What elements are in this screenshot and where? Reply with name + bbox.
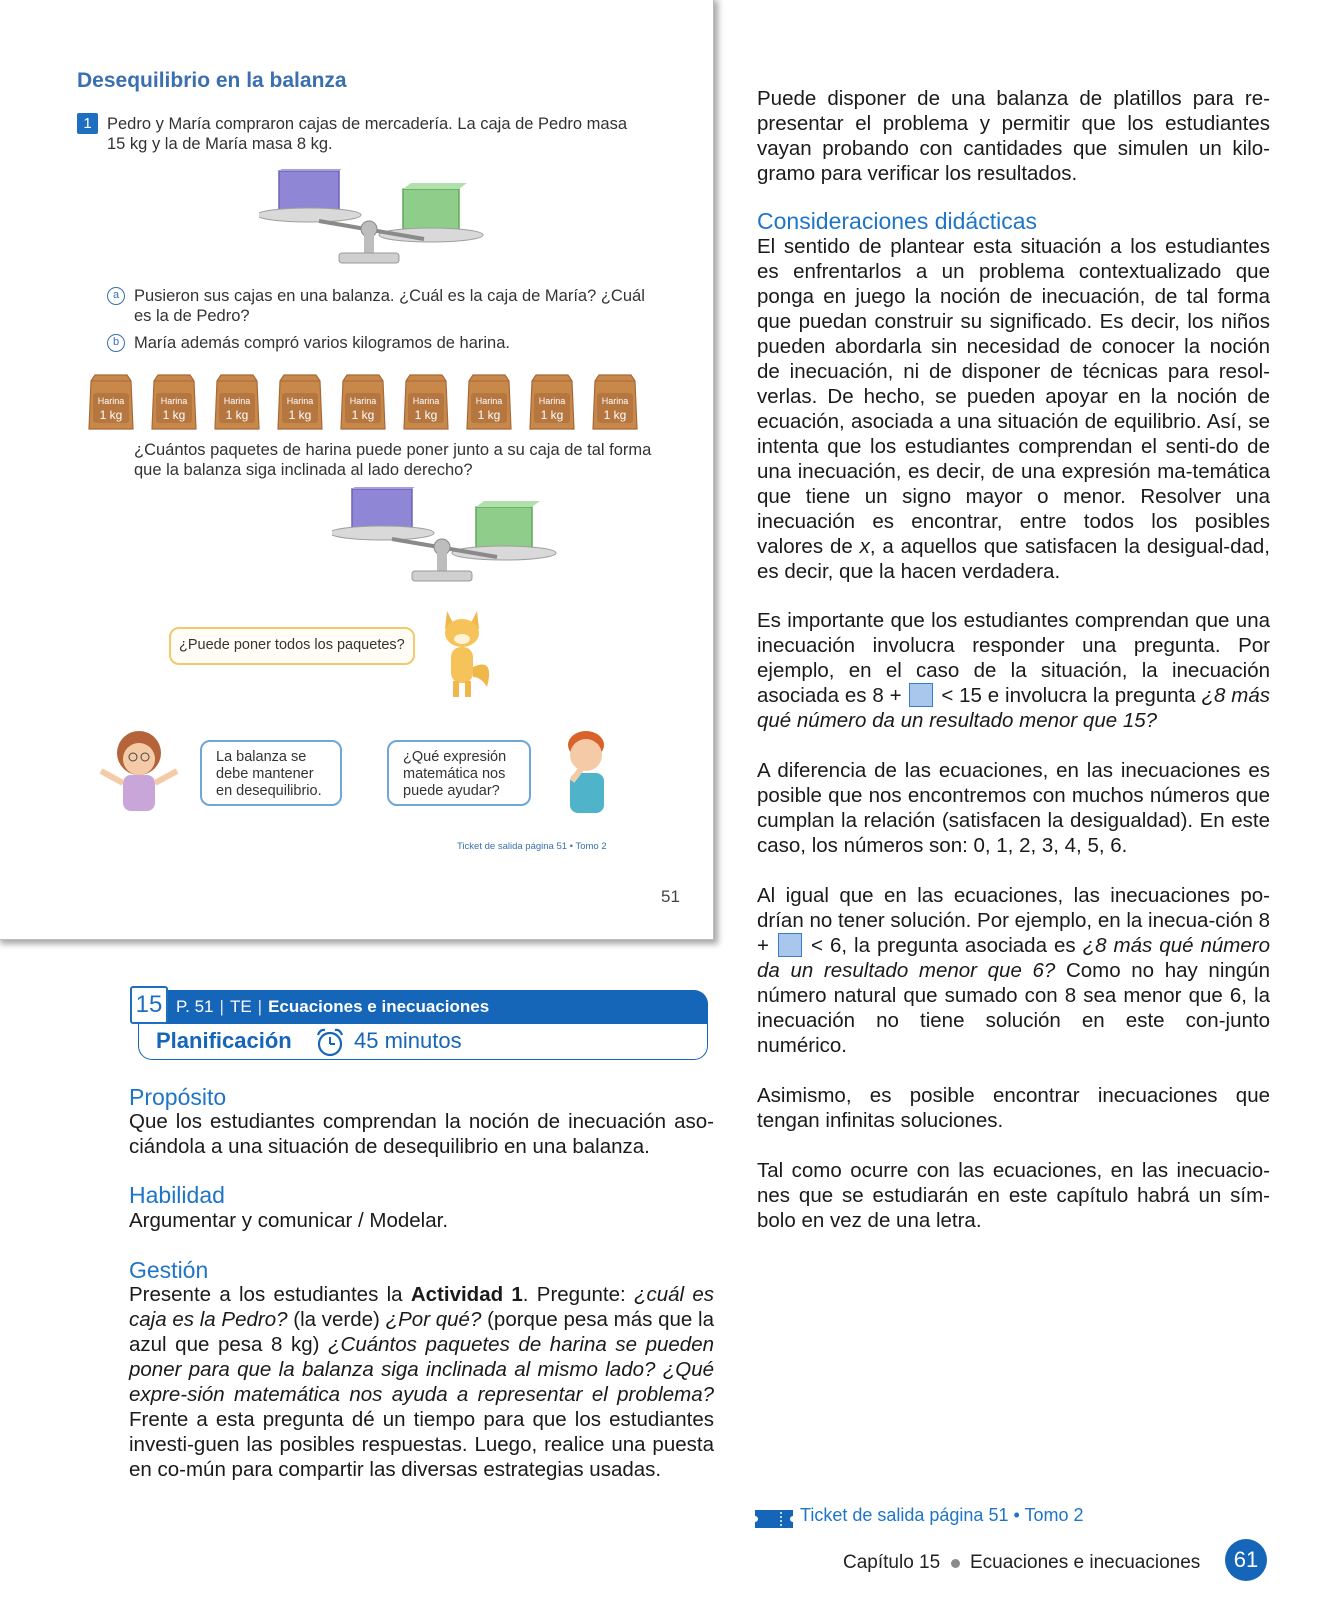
- flour-bag: [148, 373, 200, 431]
- flour-bag: [526, 373, 578, 431]
- habilidad-text: Argumentar y comunicar / Modelar.: [129, 1209, 449, 1232]
- page-number: 61: [1225, 1539, 1267, 1581]
- ticket-footer-text: Ticket de salida página 51 • Tomo 2: [800, 1505, 1084, 1525]
- right-paragraph-3: Es importante que los estudiantes comprendan que una inecuación involucra responder una pregunta. Por ejemplo, en el caso de la situación, la inecuación asociada es 8 + < 15 e involucra la pregunta ¿8 más qué número da un resultado menor que 15?: [757, 609, 1270, 732]
- flour-bags-row: [85, 373, 645, 435]
- flour-bag: [589, 373, 641, 431]
- flour-weight: 1 kg: [540, 408, 564, 422]
- activity-bold: Actividad 1: [410, 1283, 523, 1306]
- flour-weight: 1 kg: [162, 408, 186, 422]
- gestion-heading: Gestión: [129, 1257, 209, 1283]
- blank-square-icon: [909, 683, 933, 707]
- balance-scale-illustration-2: [332, 487, 562, 587]
- planning-header: [130, 986, 708, 1058]
- planning-bar: P. 51 | TE | Ecuaciones e inecuaciones: [164, 990, 708, 1024]
- girl-speech-bubble: La balanza se debe mantener en desequilibrio.: [200, 740, 342, 806]
- left-pan: [259, 208, 361, 222]
- ticket-icon: [755, 1510, 793, 1528]
- right-paragraph-6: Asimismo, es posible encontrar inecuaciones que tengan infinitas soluciones.: [757, 1084, 1270, 1132]
- activity-intro: Pedro y María compraron cajas de mercadería. La caja de Pedro masa 15 kg y la de María masa 8 kg.: [107, 115, 628, 153]
- footer-chapter-title: Ecuaciones e inecuaciones: [970, 1552, 1201, 1573]
- purple-box: [352, 489, 412, 531]
- flour-bag: [85, 373, 137, 431]
- boy-speech-bubble: ¿Qué expresión matemática nos puede ayudar?: [387, 740, 531, 806]
- lesson-number: 15: [130, 986, 168, 1024]
- right-paragraph-1: Puede disponer de una balanza de platillos para re-presentar el problema y permitir que los estudiantes vayan probando con cantidades que simulen un kilo-gramo para verificar los resultados.: [757, 87, 1270, 185]
- purple-box: [279, 171, 339, 213]
- gestion-text: Presente a los estudiantes la Actividad 1. Pregunte: ¿cuál es caja es la Pedro? (la verde) ¿Por qué? (porque pesa más que la azul que pesa 8 kg) ¿Cuántos paquetes de harina se pueden poner para que la balanza siga inclinada al mismo lado? ¿Qué expre-sión matemática nos ayuda a representar el problema? Frente a esta pregunta dé un tiempo para que los estudiantes investi-guen las posibles respuestas. Luego, realice una puesta en co-mún para compartir las diversas estrategias usadas.: [129, 1283, 714, 1481]
- flour-label: Harina: [286, 396, 314, 406]
- boy-character-icon: [552, 725, 622, 825]
- flour-label: Harina: [223, 396, 251, 406]
- flour-weight: 1 kg: [225, 408, 249, 422]
- student-book-page: [0, 0, 714, 940]
- question-b-text: María además compró varios kilogramos de harina.: [134, 334, 510, 352]
- flour-label: Harina: [160, 396, 188, 406]
- flour-weight: 1 kg: [351, 408, 375, 422]
- question-b-badge: b: [107, 334, 125, 352]
- flour-bag: [463, 373, 515, 431]
- right-paragraph-7: Tal como ocurre con las ecuaciones, en las inecuacio-nes que se estudiarán en este capítulo habrá un sím-bolo en vez de una letra.: [757, 1159, 1270, 1232]
- girl-character-icon: [97, 727, 182, 822]
- alarm-clock-icon: [314, 1026, 346, 1058]
- consideraciones-heading: Consideraciones didácticas: [757, 208, 1037, 234]
- planning-minutes: 45 minutos: [354, 1028, 462, 1053]
- ticket-small-note: Ticket de salida página 51 • Tomo 2: [457, 841, 607, 852]
- flour-weight: 1 kg: [603, 408, 627, 422]
- flour-weight: 1 kg: [288, 408, 312, 422]
- fox-character-icon: [437, 607, 497, 707]
- proposito-heading: Propósito: [129, 1084, 227, 1110]
- flour-label: Harina: [601, 396, 629, 406]
- right-paragraph-2: El sentido de plantear esta situación a los estudiantes es enfrentarlos a un problema contextualizado que ponga en juego la noción de inecuación, de tal forma que puedan construir su significado. Es decir, los niños pueden abordarla sin necesidad de conocer la noción de inecuación, ni de disponer de técnicas para resol-verlas. De hecho, se pueden apoyar en la noción de ecuación, asociada a una situación de equilibrio. Así, se intenta que los estudiantes comprendan el senti-do de una inecuación, es decir, de una expresión ma-temática que tiene un signo mayor o menor. Resolver una inecuación es encontrar, entre todos los posibles valores de x, a aquellos que satisfacen la desigual-dad, es decir, que la hacen verdadera.: [757, 235, 1271, 583]
- flour-label: Harina: [475, 396, 503, 406]
- flour-bag: [211, 373, 263, 431]
- activity-number-badge: 1: [77, 113, 98, 134]
- te-label: TE: [229, 997, 252, 1016]
- right-paragraph-5: Al igual que en las ecuaciones, las inecuaciones po-drían no tener solución. Por ejemplo, en la inecua-ción 8 + < 6, la pregunta asociada es ¿8 más qué número da un resultado menor que 6? Como no hay ningún número natural que sumado con 8 sea menor que 6, la inecuación no tiene solución en este con-junto numérico.: [757, 884, 1270, 1057]
- balance-scale-illustration: [259, 169, 489, 269]
- flour-label: Harina: [412, 396, 440, 406]
- flour-bag: [274, 373, 326, 431]
- footer-separator-dot: [951, 1559, 960, 1568]
- question-a-badge: a: [107, 287, 125, 305]
- right-paragraph-4: A diferencia de las ecuaciones, en las inecuaciones es posible que nos encontremos con muchos números que cumplan la relación (satisfacen la desigualdad). En este caso, los números son: 0, 1, 2, 3, 4, 5, 6.: [757, 759, 1270, 857]
- question-flour-count: ¿Cuántos paquetes de harina puede poner junto a su caja de tal forma que la balanza siga inclinada al lado derecho?: [134, 441, 652, 479]
- habilidad-heading: Habilidad: [129, 1182, 225, 1208]
- book-page-title: Desequilibrio en la balanza: [77, 69, 347, 92]
- green-box: [476, 507, 532, 551]
- question-a-text: Pusieron sus cajas en una balanza. ¿Cuál es la caja de María? ¿Cuál es la de Pedro?: [134, 287, 645, 325]
- proposito-text: Que los estudiantes comprendan la noción de inecuación aso-ciándola a una situación de desequilibrio en una balanza.: [129, 1110, 714, 1158]
- page-ref: P. 51: [176, 997, 214, 1016]
- green-box: [403, 189, 459, 233]
- flour-label: Harina: [538, 396, 566, 406]
- flour-weight: 1 kg: [477, 408, 501, 422]
- flour-bag: [337, 373, 389, 431]
- footer-chapter: Capítulo 15: [843, 1552, 941, 1573]
- book-page-number: 51: [661, 887, 680, 906]
- flour-label: Harina: [97, 396, 125, 406]
- fox-speech-bubble: ¿Puede poner todos los paquetes?: [169, 627, 415, 665]
- blank-square-icon: [778, 933, 802, 957]
- flour-bag: [400, 373, 452, 431]
- flour-label: Harina: [349, 396, 377, 406]
- flour-weight: 1 kg: [414, 408, 438, 422]
- topic-label: Ecuaciones e inecuaciones: [268, 997, 490, 1016]
- planning-label: Planificación: [156, 1028, 292, 1053]
- flour-weight: 1 kg: [99, 408, 123, 422]
